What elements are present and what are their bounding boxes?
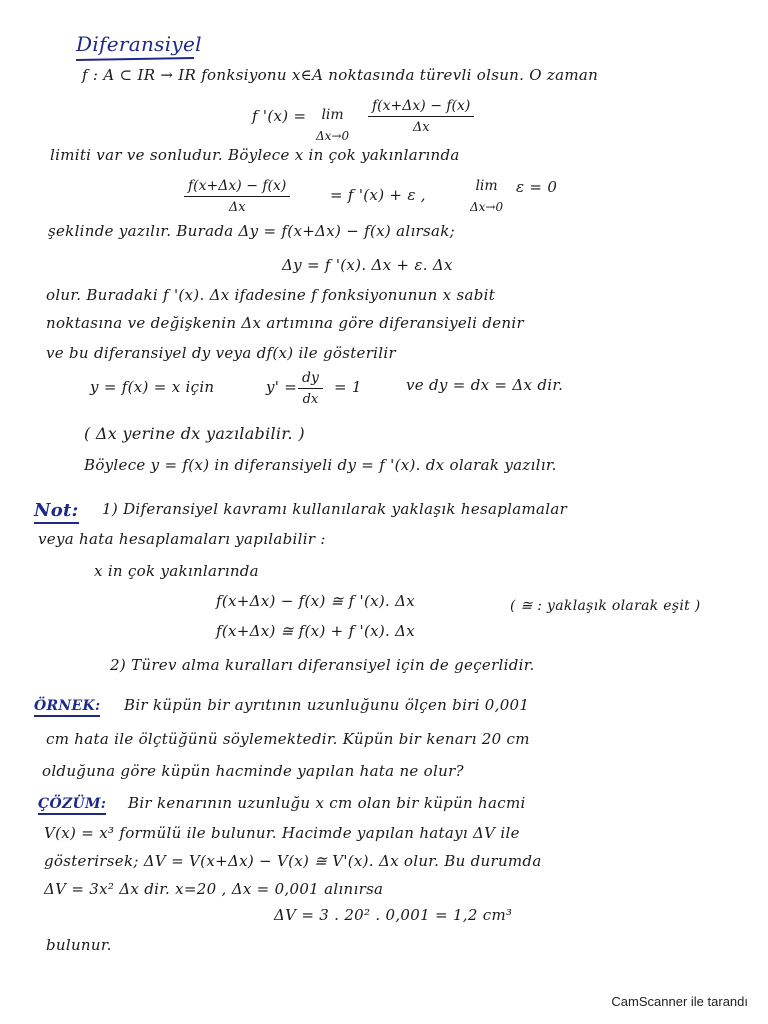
note-label: Not: (34, 500, 79, 524)
eq2-limit-word: lim (475, 178, 498, 194)
note-line-2: veya hata hesaplamaları yapılabilir : (38, 530, 326, 548)
intro-line-11: ( Δx yerine dx yazılabilir. ) (84, 424, 305, 443)
page-title: Diferansiyel (76, 32, 202, 56)
eq2-fraction (184, 178, 290, 215)
intro-line-10-yprime: y' = (266, 378, 298, 396)
dx-denominator: dx (302, 392, 319, 407)
solution-line-2: V(x) = x³ formülü ile bulunur. Hacimde yapılan hatayı ΔV ile (44, 824, 520, 842)
example-line-1: Bir küpün bir ayrıtının uzunluğunu ölçen biri 0,001 (124, 696, 530, 714)
dy-dx-fraction (298, 370, 323, 407)
intro-line-12: Böylece y = f(x) in diferansiyeli dy = f '(x). dx olarak yazılır. (84, 456, 557, 474)
intro-line-7: olur. Buradaki f '(x). Δx ifadesine f fonksiyonunun x sabit (46, 286, 496, 304)
example-label: ÖRNEK: (34, 698, 100, 717)
eq2-rhs: = f '(x) + ε , (330, 186, 426, 204)
note-line-1: 1) Diferansiyel kavramı kullanılarak yaklaşık hesaplamalar (102, 500, 568, 518)
derivative-lhs: f '(x) = (252, 107, 307, 125)
solution-line-1: Bir kenarının uzunluğu x cm olan bir küpün hacmi (128, 794, 526, 812)
solution-line-4: ΔV = 3x² Δx dir. x=20 , Δx = 0,001 alınırsa (44, 880, 384, 898)
note-eq-1-remark: ( ≅ : yaklaşık olarak eşit ) (510, 598, 701, 614)
intro-line-3: limiti var ve sonludur. Böylece x in çok yakınlarında (50, 146, 460, 164)
limit-word: lim (321, 107, 344, 123)
solution-line-6: bulunur. (46, 936, 112, 954)
title-underline (76, 57, 194, 61)
derivative-denominator: Δx (412, 120, 430, 135)
intro-line-10a: y = f(x) = x için (90, 378, 215, 396)
solution-line-5: ΔV = 3 . 20² . 0,001 = 1,2 cm³ (274, 906, 513, 924)
dy-numerator: dy (298, 370, 323, 389)
intro-line-10c: ve dy = dx = Δx dir. (406, 376, 564, 394)
intro-line-1: f : A ⊂ IR → IR fonksiyonu x∈A noktasında türevli olsun. O zaman (82, 66, 599, 84)
derivative-limit (316, 107, 349, 143)
example-line-3: olduğuna göre küpün hacminde yapılan hata ne olur? (42, 762, 464, 780)
derivative-fraction (368, 98, 474, 135)
note-line-4: 2) Türev alma kuralları diferansiyel için de geçerlidir. (110, 656, 535, 674)
derivative-numerator: f(x+Δx) − f(x) (368, 98, 474, 117)
eq2-limit (470, 178, 503, 214)
scanner-watermark: CamScanner ile tarandı (611, 994, 748, 1009)
intro-line-8: noktasına ve değişkenin Δx artımına göre diferansiyeli denir (46, 314, 524, 332)
note-eq-2: f(x+Δx) ≅ f(x) + f '(x). Δx (216, 622, 416, 640)
eq2-limit-rhs: ε = 0 (516, 178, 558, 196)
intro-line-9: ve bu diferansiyel dy veya df(x) ile gösterilir (46, 344, 396, 362)
intro-line-5: şeklinde yazılır. Burada Δy = f(x+Δx) − f(x) alırsak; (48, 222, 456, 240)
solution-line-3: gösterirsek; ΔV = V(x+Δx) − V(x) ≅ V'(x). Δx olur. Bu durumda (44, 852, 542, 870)
note-eq-1: f(x+Δx) − f(x) ≅ f '(x). Δx (216, 592, 416, 610)
example-line-2: cm hata ile ölçtüğünü söylemektedir. Küpün bir kenarı 20 cm (46, 730, 530, 748)
solution-label: ÇÖZÜM: (38, 796, 106, 815)
limit-subscript: Δx→0 (316, 129, 350, 143)
eq2-numerator: f(x+Δx) − f(x) (184, 178, 290, 197)
intro-line-6: Δy = f '(x). Δx + ε. Δx (282, 256, 453, 274)
eq2-limit-subscript: Δx→0 (470, 200, 504, 214)
eq2-denominator: Δx (228, 200, 246, 215)
note-line-3: x in çok yakınlarında (94, 562, 259, 580)
intro-line-10b: = 1 (334, 378, 362, 396)
